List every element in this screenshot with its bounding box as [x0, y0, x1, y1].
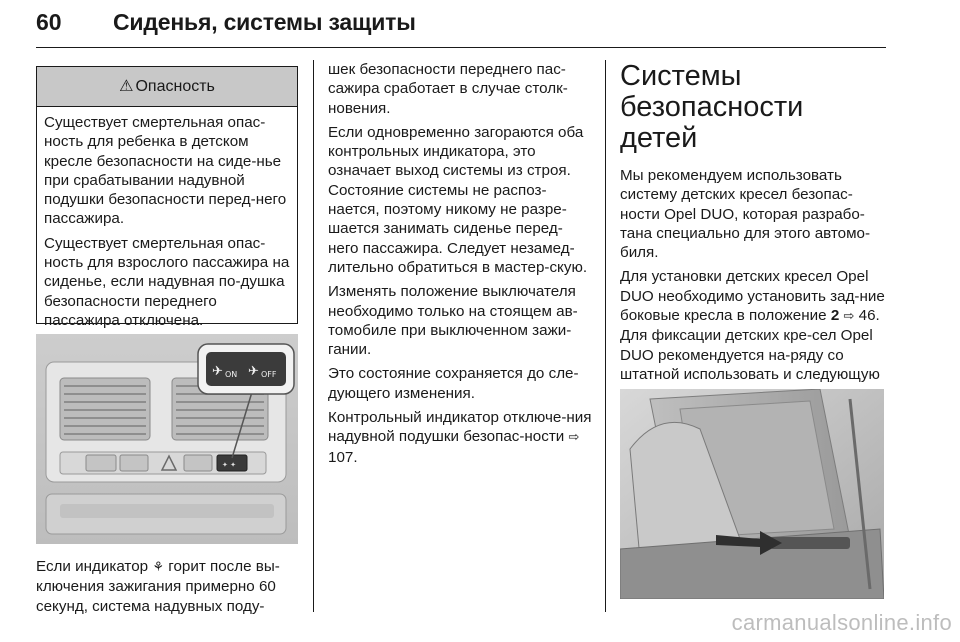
- col2-paragraph-4: Это состояние сохраняется до сле-дующего изменения.: [328, 365, 579, 402]
- danger-paragraph-1: Существует смертельная опас-ность для ребенка в детском кресле безопасности на сиде-нье при срабатывании надувной подушки безопасности перед-него пассажира.: [44, 114, 287, 228]
- col2-paragraph-1: шек безопасности переднего пас-сажира сработает в случае столк-новения.: [328, 61, 568, 117]
- photo-caption: [36, 557, 300, 616]
- col2-p5-ref[interactable]: 107.: [328, 448, 358, 466]
- col2-paragraph-3: Изменять положение выключателя необходимо только на стоящем ав-томобиле при выключенном зажи-гании.: [328, 283, 578, 359]
- isofix-seat-photo: [620, 389, 884, 599]
- danger-header: [37, 67, 297, 107]
- page-title: Сиденья, системы защиты: [113, 9, 416, 35]
- svg-text:✦ ✦: ✦ ✦: [222, 461, 236, 469]
- section-heading: Системы безопасности детей: [620, 60, 804, 154]
- svg-text:✈: ✈: [212, 364, 223, 379]
- dashboard-illustration: [36, 334, 298, 544]
- warning-triangle-icon: ⚠: [119, 77, 134, 95]
- col2-paragraph-5: [328, 408, 592, 467]
- page-number: 60: [36, 9, 62, 35]
- airbag-indicator-icon: ⚘: [152, 560, 164, 575]
- page-header: [36, 6, 886, 48]
- column-divider-1: [313, 60, 314, 612]
- danger-box: [36, 66, 298, 329]
- col2-p5-text: Контрольный индикатор отключе-ния надувной подушки безопас-ности: [328, 409, 592, 446]
- column-3: [620, 60, 888, 426]
- dashboard-airbag-indicator-photo: [36, 334, 298, 544]
- column-2: [328, 60, 592, 472]
- col3-paragraph-2: [620, 267, 888, 403]
- col3-p2-ref[interactable]: 46.: [858, 307, 880, 325]
- reference-arrow-icon: ⇨: [568, 430, 580, 446]
- danger-title: Опасность: [135, 77, 215, 95]
- svg-text:✈: ✈: [248, 364, 259, 379]
- reference-arrow-icon: ⇨: [843, 309, 855, 325]
- col3-p2-b: Для фиксации детских кре-сел Opel DUO рекомендуется на-ряду со штатной использовать и следующую: [620, 327, 880, 383]
- col3-p2-position: 2: [830, 307, 840, 325]
- isofix-seat-illustration: [620, 389, 884, 599]
- column-divider-2: [605, 60, 606, 612]
- indicator-off-label: OFF: [261, 370, 277, 379]
- danger-body: [37, 107, 297, 330]
- indicator-on-label: ON: [225, 370, 238, 379]
- watermark: carmanualsonline.info: [731, 610, 952, 635]
- caption-before: Если индикатор: [36, 558, 149, 575]
- col3-p2-a: Для установки детских кресел Opel DUO необходимо установить зад-ние боковые кресла в положение: [620, 268, 885, 325]
- danger-paragraph-2: Существует смертельная опас-ность для взрослого пассажира на сиденье, если надувная по-душка безопасности переднего пассажира отключена.: [44, 234, 290, 329]
- col2-paragraph-2: Если одновременно загораются оба контрольных индикатора, это означает выход системы из строя. Состояние системы не распоз-нается, поэтому никому не разре-шается занимать сиденье перед-него пассажира. Следует незамед-лительно обратиться в мастер-скую.: [328, 123, 588, 276]
- caption-after: горит после вы-ключения зажигания примерно 60 секунд, система надувных поду-: [36, 558, 280, 615]
- col3-paragraph-1: Мы рекомендуем использовать систему детских кресел безопас-ности Opel DUO, которая разрабо-тана специально для этого автомо-биля.: [620, 167, 871, 262]
